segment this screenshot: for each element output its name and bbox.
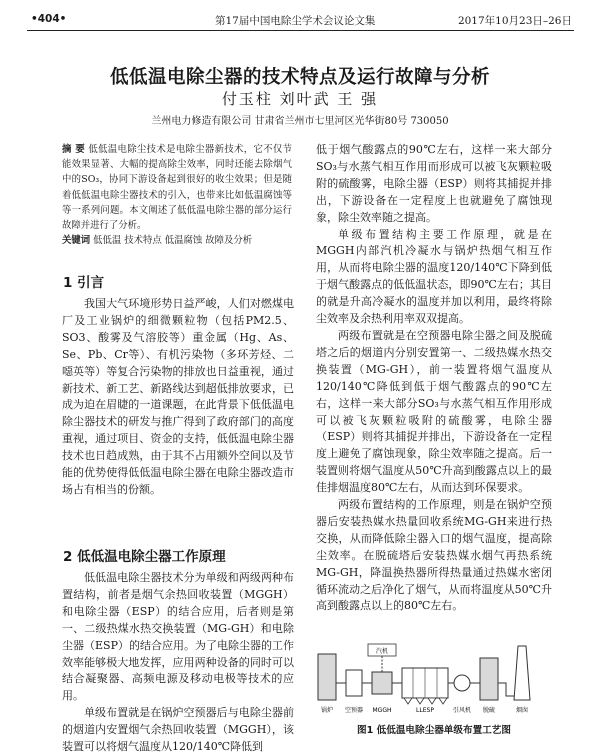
right-column: [316, 142, 552, 615]
right-paragraph-two-stage: 两级布置就是在空预器电除尘器之间及脱硫塔之后的烟道内分别安置第一、二级热媒水热交换装置（MG-GH），前一装置将烟气温度从120/140℃降低到低于烟气酸露点的90℃左右，这样一来大部分SO₃与水蒸气相互作用形成可以被飞灰颗粒吸附的硫酸雾，电除尘器（ESP）则将其捕捉并排出，下游设备在一定程度上避免了腐蚀现象，除尘效率随之提高。后一装置则将烟气温度从50℃升高到酸露点以上的最佳排烟温度80℃左右，从而达到环保要求。: [316, 328, 552, 495]
right-paragraph-single-stage: 单级布置结构主要工作原理，就是在MGGH内部汽机冷凝水与锅炉热烟气相互作用，从而将电除尘器的温度120/140℃下降到低于烟气酸露点的低低温状态，即90℃左右；其目的就是升高冷凝水的温度并加以利用，最终将除尘效率及余热利用率双双提高。: [316, 227, 552, 326]
mggh-label: MGGH: [372, 707, 392, 714]
mggh-shape: [372, 672, 392, 694]
air-preheater-shape: [346, 670, 362, 696]
abstract-paragraph: [62, 142, 292, 233]
figure-caption: 图1 低低温电除尘器单级布置工艺图: [357, 725, 511, 736]
conference-date: 2017年10月23日–26日: [457, 15, 572, 27]
abstract-label: 摘 要: [62, 144, 86, 155]
right-paragraph-continued: 低于烟气酸露点的90℃左右，这样一来大部分SO₃与水蒸气相互作用而形成可以被飞灰颗粒吸附的硫酸雾，电除尘器（ESP）则将其捕捉并排出，下游设备在一定程度上也就避免了腐蚀现象，除尘效率随之提高。: [316, 143, 552, 224]
stack-shape: [514, 646, 530, 700]
paper-authors: 付玉柱 刘叶武 王 强: [221, 90, 379, 108]
turbine-label: 汽机: [375, 648, 389, 655]
right-paragraph-two-stage-principle: 两级布置结构的工作原理，则是在锅炉空预器后安装热媒水热量回收系统MG-GH来进行热交换，从而降低除尘器入口的烟气温度，提高除尘效率。在脱硫塔后安装热媒水烟气再热系统MG-GH，降温换热器所得热量通过热媒水密闭循环流动之后净化了烟气，从而将温度从50℃升高到酸露点以上的80℃左右。: [316, 498, 552, 613]
boiler-label: 锅炉: [320, 707, 334, 714]
page-number: •404•: [31, 13, 67, 25]
running-header: [27, 12, 574, 31]
conference-name: 第17届中国电除尘学术会议论文集: [215, 15, 376, 27]
section-heading-principle: 2 低低温电除尘器工作原理: [63, 549, 226, 565]
principle-paragraph-1: 低低温电除尘器技术分为单级和两级两种布置结构，前者是烟气余热回收装置（MGGH）和电除尘器（ESP）的结合应用，后者则是第一、二级热煤水热交换装置（MG-GH）和电除尘器（ESP）的结合应用。为了电除尘器的工作效率能够极大地发挥，应用两种设备的同时可以结合凝聚器、高频电源及移动电极等技术的应用。: [62, 571, 294, 703]
section-heading-intro: 1 引言: [63, 275, 105, 291]
intro-paragraph: 我国大气环境形势日益严峻，人们对燃煤电厂及工业锅炉的细微颗粒物（包括PM2.5、SO3、酸雾及气溶胶等）重金属（Hg、As、Se、Pb、Cr等）、有机污染物（多环芳烃、二噁英等）等复合污染物的排放也日益重视，通过新技术、新工艺、新路线达到超低排放要求，已成为迫在眉睫的一道课题，在此背景下低低温电除尘器技术的研发与推广得到了政府部门的高度重视，通过项目、资金的支持，低低温电除尘器技术也日趋成熟，由于其不占用额外空间以及节能的优势使得低低温电除尘器在电除尘器改造市场占有相当的份额。: [62, 297, 294, 496]
fgd-shape: [480, 658, 498, 700]
fan-shape: [454, 675, 470, 691]
process-flow-diagram: [316, 640, 552, 720]
abstract-text: 低低温电除尘技术是电除尘器新技术，它不仅节能效果显著、大幅的提高除尘效率，同时还能去除烟气中的SO₃，协同下游设备起到很好的收尘效果；但是随着低低温电除尘器技术的引入，也带来比如低温腐蚀等等一系列问题。本文阐述了低低温电除尘器的部分运行故障并进行了分析。: [62, 144, 292, 232]
air-preheater-label: 空预器: [344, 707, 364, 714]
author-affiliation: 兰州电力修造有限公司 甘肃省兰州市七里河区光华街80号 730050: [151, 116, 449, 127]
abstract-block: [62, 142, 292, 248]
stack-label: 烟囱: [515, 707, 529, 714]
fan-label: 引风机: [452, 707, 472, 714]
left-column-intro: [62, 296, 294, 499]
fgd-label: 脱硫: [482, 707, 496, 714]
keywords-line: [62, 233, 292, 248]
esp-hoppers: [404, 698, 447, 704]
boiler-shape: [318, 654, 336, 700]
left-column-principle: [62, 570, 294, 756]
principle-paragraph-2: 单级布置就是在锅炉空预器后与电除尘器前的烟道内安置烟气余热回收装置（MGGH），该装置可以将烟气温度从120/140℃降低到: [62, 706, 294, 754]
keywords-label: 关键词: [62, 235, 91, 247]
esp-label: LLESP: [416, 707, 434, 714]
keywords-text: 低低温 技术特点 低温腐蚀 故障及分析: [93, 235, 253, 247]
paper-title: 低低温电除尘器的技术特点及运行故障与分析: [109, 67, 490, 88]
